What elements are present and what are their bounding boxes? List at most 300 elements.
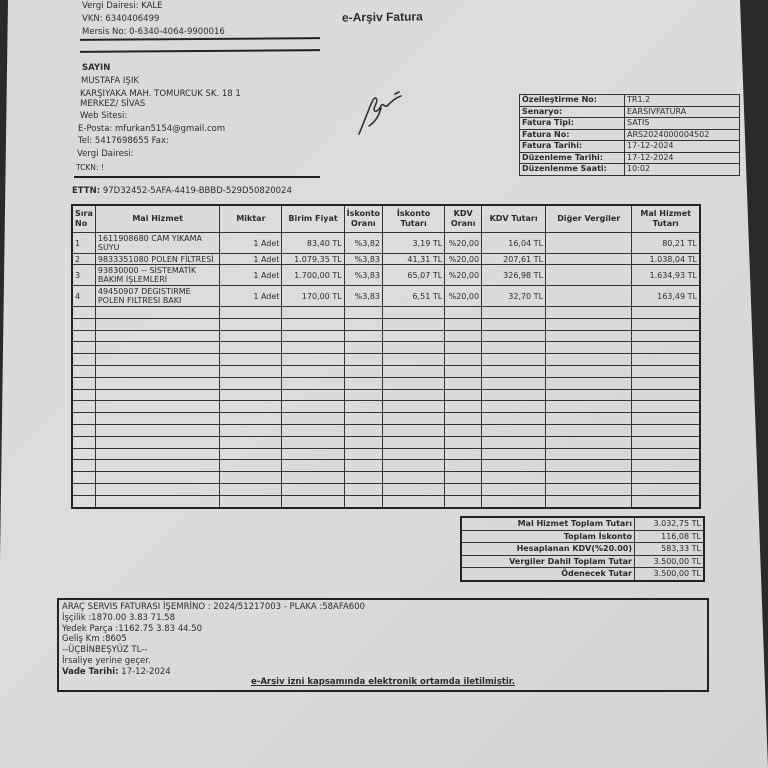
empty-cell (482, 460, 546, 472)
col-header-quantity: Miktar (220, 205, 282, 233)
totals-row (461, 530, 704, 543)
cell-no: 4 (72, 286, 95, 307)
empty-cell (72, 495, 95, 507)
empty-table-row (72, 495, 700, 507)
empty-cell (546, 460, 632, 472)
empty-cell (282, 436, 344, 448)
empty-cell (95, 354, 220, 366)
empty-cell (632, 318, 700, 330)
meta-label: Düzenleme Tarihi: (520, 152, 625, 164)
empty-cell (445, 377, 482, 389)
cell-vat-rate: %20,00 (445, 233, 482, 254)
col-header-unit-price: Birim Fiyat (282, 205, 344, 233)
empty-cell (72, 377, 95, 389)
empty-cell (482, 330, 546, 342)
meta-label: Özelleştirme No: (520, 95, 625, 107)
cell-other-taxes (546, 254, 632, 265)
empty-cell (95, 460, 220, 472)
empty-table-row (72, 377, 700, 389)
empty-cell (282, 424, 344, 436)
empty-cell (546, 472, 632, 484)
empty-cell (383, 377, 445, 389)
empty-cell (220, 354, 282, 366)
empty-cell (72, 460, 95, 472)
totals-row (461, 517, 704, 530)
empty-cell (72, 483, 95, 495)
empty-cell (95, 330, 220, 342)
notes-line: Geliş Km :8605 (62, 634, 127, 645)
empty-cell (482, 354, 546, 366)
empty-cell (282, 342, 344, 354)
empty-cell (72, 307, 95, 319)
empty-cell (72, 318, 95, 330)
empty-cell (546, 401, 632, 413)
empty-cell (445, 307, 482, 319)
empty-cell (632, 472, 700, 484)
table-row (72, 233, 700, 254)
notes-line: --ÜÇBİNBEŞYÜZ TL-- (62, 645, 148, 656)
empty-cell (72, 330, 95, 342)
meta-label: Senaryo: (520, 106, 625, 118)
col-header-no: Sıra No (72, 205, 95, 233)
empty-cell (220, 472, 282, 484)
cell-discount-amount: 65,07 TL (383, 265, 445, 286)
empty-cell (546, 365, 632, 377)
empty-cell (383, 307, 445, 319)
empty-cell (95, 495, 220, 507)
empty-cell (546, 483, 632, 495)
totals-value: 3.500,00 TL (635, 568, 705, 581)
empty-cell (72, 389, 95, 401)
cell-quantity: 1 Adet (220, 254, 282, 265)
empty-cell (95, 424, 220, 436)
empty-table-row (72, 307, 700, 319)
empty-cell (344, 318, 382, 330)
empty-cell (482, 307, 546, 319)
empty-cell (344, 389, 382, 401)
empty-cell (632, 436, 700, 448)
empty-cell (546, 377, 632, 389)
empty-cell (632, 354, 700, 366)
empty-table-row (72, 472, 700, 484)
empty-cell (546, 495, 632, 507)
divider (74, 176, 320, 178)
cell-vat-amount: 326,98 TL (482, 265, 546, 286)
empty-cell (632, 307, 700, 319)
cell-discount-rate: %3,83 (344, 254, 382, 265)
ettn-label: ETTN: (72, 186, 101, 196)
empty-cell (482, 401, 546, 413)
meta-label: Düzenlenme Saati: (520, 164, 625, 176)
col-header-other-taxes: Diğer Vergiler (546, 205, 632, 233)
empty-cell (546, 436, 632, 448)
empty-cell (383, 330, 445, 342)
col-header-description: Mal Hizmet (95, 205, 220, 233)
empty-cell (546, 448, 632, 460)
cell-vat-rate: %20,00 (445, 286, 482, 307)
empty-cell (383, 413, 445, 425)
cell-line-total: 1.634,93 TL (632, 265, 700, 286)
totals-table (460, 516, 705, 582)
items-header-row (72, 205, 700, 233)
empty-cell (95, 413, 220, 425)
totals-row (461, 555, 704, 568)
empty-cell (546, 342, 632, 354)
empty-cell (282, 413, 344, 425)
empty-cell (282, 495, 344, 507)
empty-cell (72, 436, 95, 448)
empty-cell (95, 448, 220, 460)
cell-vat-amount: 207,61 TL (482, 254, 546, 265)
cell-other-taxes (546, 265, 632, 286)
due-date-value: 17-12-2024 (121, 666, 171, 677)
meta-value: TR1.2 (625, 95, 740, 107)
empty-cell (344, 460, 382, 472)
empty-cell (220, 483, 282, 495)
empty-cell (383, 424, 445, 436)
empty-cell (220, 424, 282, 436)
empty-cell (282, 401, 344, 413)
meta-value: ARS2024000004502 (625, 129, 740, 141)
empty-cell (95, 342, 220, 354)
cell-line-total: 1.038,04 TL (632, 254, 700, 265)
empty-cell (282, 483, 344, 495)
empty-cell (344, 424, 382, 436)
cell-vat-amount: 32,70 TL (482, 286, 546, 307)
empty-cell (95, 318, 220, 330)
buyer-website: Web Sitesi: (80, 111, 128, 121)
totals-value: 3.032,75 TL (635, 517, 705, 530)
empty-cell (220, 495, 282, 507)
empty-cell (445, 413, 482, 425)
totals-value: 3.500,00 TL (635, 555, 705, 568)
empty-table-row (72, 365, 700, 377)
empty-cell (72, 342, 95, 354)
empty-cell (383, 365, 445, 377)
empty-cell (482, 472, 546, 484)
buyer-phone: Tel: 5417698655 Fax: (78, 136, 169, 146)
meta-value: 17-12-2024 (625, 152, 740, 164)
empty-cell (220, 389, 282, 401)
cell-description: 93830000 -- SİSTEMATİK BAKIM İŞLEMLERİ (95, 265, 220, 286)
meta-value: SATIS (625, 118, 740, 130)
empty-cell (632, 483, 700, 495)
empty-table-row (72, 436, 700, 448)
empty-cell (344, 413, 382, 425)
empty-cell (445, 330, 482, 342)
empty-table-row (72, 483, 700, 495)
meta-label: Fatura Tipi: (520, 118, 625, 130)
empty-cell (220, 342, 282, 354)
empty-cell (220, 318, 282, 330)
empty-cell (445, 365, 482, 377)
empty-cell (383, 495, 445, 507)
buyer-email: E-Posta: mfurkan5154@gmail.com (78, 123, 226, 134)
table-row (72, 286, 700, 307)
buyer-name: MUSTAFA IŞIK (81, 75, 139, 86)
cell-discount-amount: 41,31 TL (383, 254, 445, 265)
cell-line-total: 163,49 TL (632, 286, 700, 307)
empty-cell (282, 318, 344, 330)
meta-label: Fatura Tarihi: (520, 141, 625, 153)
empty-cell (220, 413, 282, 425)
cell-other-taxes (546, 286, 632, 307)
empty-cell (282, 365, 344, 377)
empty-cell (282, 377, 344, 389)
notes-line: İrsaliye yerine geçer. (62, 655, 151, 666)
empty-cell (344, 472, 382, 484)
empty-table-row (72, 424, 700, 436)
empty-cell (632, 424, 700, 436)
notes-line: ARAÇ SERVIS FATURASI İŞEMRİNO : 2024/51217003 - PLAKA :58AFA600 (62, 602, 365, 612)
empty-cell (546, 318, 632, 330)
cell-other-taxes (546, 233, 632, 254)
empty-cell (344, 436, 382, 448)
cell-no: 3 (72, 265, 95, 286)
empty-cell (632, 389, 700, 401)
empty-cell (220, 460, 282, 472)
empty-cell (445, 342, 482, 354)
totals-label: Mal Hizmet Toplam Tutarı (461, 517, 635, 530)
empty-cell (344, 365, 382, 377)
empty-cell (482, 365, 546, 377)
totals-row (461, 568, 704, 581)
empty-cell (95, 483, 220, 495)
cell-discount-amount: 6,51 TL (383, 286, 445, 307)
cell-vat-rate: %20,00 (445, 265, 482, 286)
empty-cell (344, 377, 382, 389)
cell-unit-price: 83,40 TL (282, 233, 344, 254)
empty-cell (282, 307, 344, 319)
empty-cell (72, 448, 95, 460)
seller-tax-office: Vergi Dairesi: KALE (82, 1, 163, 11)
col-header-line-total: Mal Hizmet Tutarı (632, 205, 700, 233)
empty-cell (482, 377, 546, 389)
empty-cell (546, 413, 632, 425)
due-date (62, 667, 704, 678)
empty-cell (72, 472, 95, 484)
buyer-address-2: MERKEZ/ SİVAS (80, 99, 146, 109)
notes-box (57, 598, 709, 692)
empty-cell (482, 424, 546, 436)
document-title: e-Arşiv Fatura (341, 9, 423, 25)
col-header-discount-rate: İskonto Oranı (344, 205, 382, 233)
cell-vat-rate: %20,00 (445, 254, 482, 265)
cell-no: 1 (72, 233, 95, 254)
cell-description: 9833351080 POLEN FİLTRESİ (95, 254, 220, 265)
empty-cell (632, 401, 700, 413)
empty-cell (383, 460, 445, 472)
cell-quantity: 1 Adet (220, 265, 282, 286)
empty-cell (482, 483, 546, 495)
empty-cell (445, 448, 482, 460)
empty-cell (482, 413, 546, 425)
empty-cell (344, 448, 382, 460)
seller-mersis: Mersis No: 0-6340-4064-9900016 (82, 27, 225, 37)
empty-cell (445, 354, 482, 366)
totals-row (461, 543, 704, 556)
empty-cell (220, 436, 282, 448)
cell-unit-price: 1.700,00 TL (282, 265, 344, 286)
totals-label: Vergiler Dahil Toplam Tutar (461, 555, 635, 568)
empty-cell (632, 330, 700, 342)
empty-cell (445, 424, 482, 436)
meta-value: EARSIVFATURA (625, 106, 740, 118)
empty-cell (632, 365, 700, 377)
empty-cell (383, 342, 445, 354)
cell-description: 49450907 DEGISTIRME POLEN FILTRESI BAKI (95, 286, 220, 307)
empty-cell (220, 365, 282, 377)
empty-table-row (72, 354, 700, 366)
table-row (72, 265, 700, 286)
empty-cell (220, 307, 282, 319)
cell-unit-price: 170,00 TL (282, 286, 344, 307)
empty-table-row (72, 389, 700, 401)
empty-cell (95, 307, 220, 319)
empty-cell (72, 424, 95, 436)
cell-quantity: 1 Adet (220, 286, 282, 307)
meta-value: 17-12-2024 (625, 141, 740, 153)
notes-line: Yedek Parça :1162.75 3.83 44.50 (62, 623, 203, 634)
buyer-tckn: TCKN: ! (76, 163, 104, 172)
totals-label: Toplam İskonto (461, 530, 635, 543)
empty-cell (482, 448, 546, 460)
buyer-info (76, 62, 241, 175)
empty-cell (632, 342, 700, 354)
empty-cell (383, 354, 445, 366)
seller-vkn: VKN: 6340406499 (82, 13, 160, 24)
empty-cell (546, 354, 632, 366)
empty-table-row (72, 413, 700, 425)
empty-cell (632, 460, 700, 472)
empty-cell (95, 389, 220, 401)
empty-cell (282, 354, 344, 366)
empty-cell (95, 377, 220, 389)
empty-cell (282, 330, 344, 342)
empty-cell (282, 448, 344, 460)
empty-cell (546, 424, 632, 436)
empty-cell (383, 401, 445, 413)
empty-cell (632, 448, 700, 460)
empty-cell (632, 377, 700, 389)
due-date-label: Vade Tarihi: (62, 666, 119, 677)
seller-info (82, 0, 225, 39)
empty-cell (95, 472, 220, 484)
meta-value: 10:02 (625, 164, 740, 176)
totals-label: Ödenecek Tutar (461, 568, 635, 581)
empty-cell (282, 472, 344, 484)
empty-cell (282, 460, 344, 472)
buyer-tax-office: Vergi Dairesi: (77, 148, 134, 159)
empty-cell (344, 354, 382, 366)
empty-cell (282, 389, 344, 401)
empty-cell (383, 448, 445, 460)
empty-cell (445, 460, 482, 472)
empty-table-row (72, 448, 700, 460)
empty-cell (220, 448, 282, 460)
cell-discount-rate: %3,83 (344, 265, 382, 286)
empty-cell (445, 318, 482, 330)
empty-cell (383, 483, 445, 495)
empty-cell (482, 389, 546, 401)
cell-description: 1611908680 CAM YIKAMA SUYU (95, 233, 220, 254)
empty-table-row (72, 342, 700, 354)
empty-cell (482, 342, 546, 354)
empty-cell (546, 307, 632, 319)
cell-discount-amount: 3,19 TL (383, 233, 445, 254)
empty-cell (72, 401, 95, 413)
totals-label: Hesaplanan KDV(%20.00) (461, 543, 635, 556)
empty-table-row (72, 318, 700, 330)
empty-cell (482, 436, 546, 448)
empty-cell (344, 401, 382, 413)
empty-cell (445, 472, 482, 484)
empty-cell (632, 413, 700, 425)
cell-quantity: 1 Adet (220, 233, 282, 254)
empty-cell (344, 342, 382, 354)
empty-cell (383, 318, 445, 330)
empty-cell (95, 365, 220, 377)
empty-cell (344, 330, 382, 342)
empty-cell (383, 436, 445, 448)
empty-cell (632, 495, 700, 507)
empty-cell (72, 365, 95, 377)
cell-discount-rate: %3,83 (344, 286, 382, 307)
totals-value: 116,08 TL (635, 530, 705, 543)
empty-cell (220, 330, 282, 342)
empty-cell (95, 436, 220, 448)
col-header-discount-amount: İskonto Tutarı (383, 205, 445, 233)
empty-cell (220, 377, 282, 389)
empty-cell (445, 483, 482, 495)
cell-unit-price: 1.079,35 TL (282, 254, 344, 265)
empty-cell (220, 401, 282, 413)
empty-cell (383, 472, 445, 484)
buyer-address-1: KARŞIYAKA MAH. TOMURCUK SK. 18 1 (80, 89, 241, 99)
cell-vat-amount: 16,04 TL (482, 233, 546, 254)
empty-cell (482, 318, 546, 330)
empty-cell (445, 495, 482, 507)
e-archive-footer: e-Arşiv izni kapsamında elektronik ortamda iletilmiştir. (251, 677, 515, 688)
empty-cell (383, 389, 445, 401)
items-table (71, 204, 701, 509)
totals-value: 583,33 TL (635, 543, 705, 556)
ettn-value: 97D32452-5AFA-4419-BBBD-529D50820024 (102, 186, 292, 196)
col-header-vat-rate: KDV Oranı (445, 205, 482, 233)
buyer-salutation: SAYIN (82, 63, 111, 73)
empty-cell (482, 495, 546, 507)
empty-cell (95, 401, 220, 413)
empty-cell (344, 483, 382, 495)
empty-cell (445, 401, 482, 413)
empty-table-row (72, 401, 700, 413)
cell-line-total: 80,21 TL (632, 233, 700, 254)
empty-cell (445, 436, 482, 448)
empty-cell (546, 389, 632, 401)
empty-cell (344, 495, 382, 507)
table-row (72, 254, 700, 265)
empty-cell (445, 389, 482, 401)
invoice-meta-table (519, 94, 740, 176)
cell-no: 2 (72, 254, 95, 265)
meta-label: Fatura No: (520, 129, 625, 141)
empty-cell (344, 307, 382, 319)
empty-cell (72, 413, 95, 425)
col-header-vat-amount: KDV Tutarı (482, 205, 546, 233)
ettn (72, 186, 292, 196)
notes-line: İşçilik :1870.00 3.83 71.58 (62, 612, 175, 623)
empty-table-row (72, 460, 700, 472)
